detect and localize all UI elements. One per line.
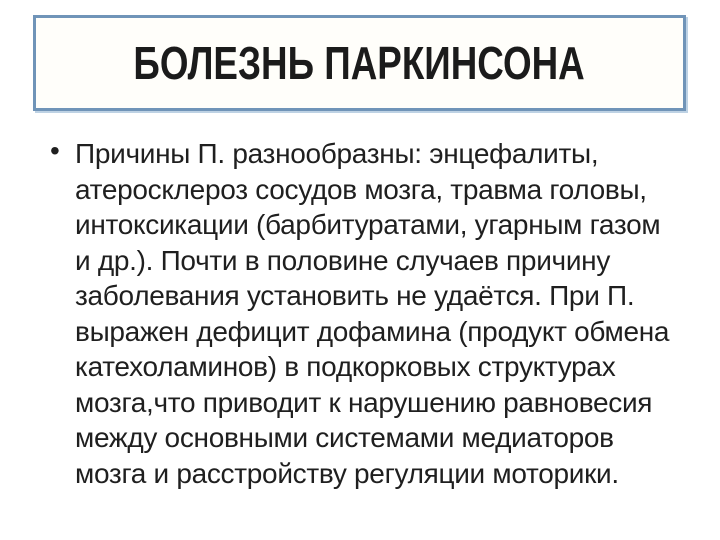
body-line: интоксикации (барбитуратами, угарным газом (75, 209, 661, 240)
bullet-paragraph (75, 136, 700, 491)
body-line: заболевания установить не удаётся. При П. (75, 280, 635, 311)
body-line: Причины П. разнообразны: энцефалиты, (75, 138, 599, 169)
body-line: выражен дефицит дофамина (продукт обмена (75, 315, 670, 347)
title-box (33, 15, 686, 111)
slide-title: БОЛЕЗНЬ ПАРКИНСОНА (133, 37, 586, 89)
body-line: катехоламинов) в подкорковых структурах (75, 351, 616, 382)
bullet-marker: • (50, 135, 60, 166)
body-line: между основными системами медиаторов (75, 422, 614, 453)
body-line: мозга и расстройству регуляции моторики. (75, 457, 619, 489)
body-line: атеросклероз сосудов мозга, травма головы, (75, 173, 647, 205)
body-line: мозга,что приводит к нарушению равновесия (75, 386, 653, 418)
body-line: и др.). Почти в половине случаев причину (75, 244, 611, 276)
